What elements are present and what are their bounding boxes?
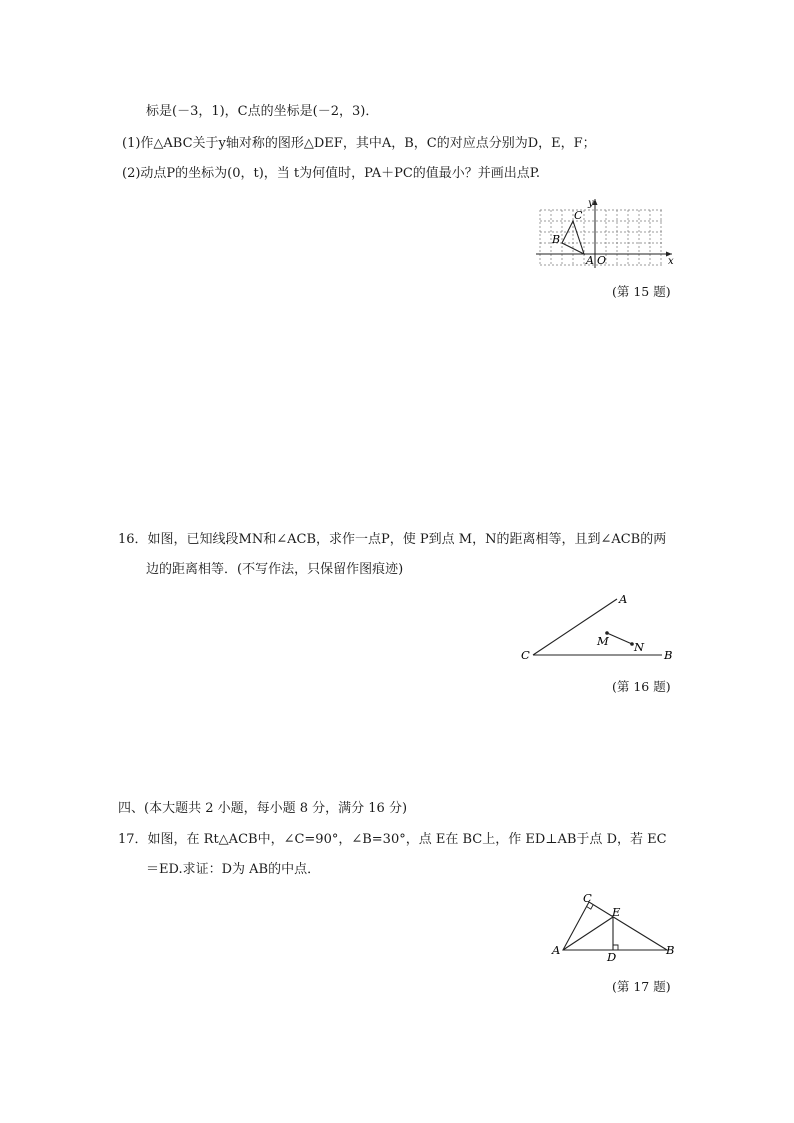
q17-label-d: D — [607, 950, 617, 964]
q17-label-e: E — [612, 905, 621, 919]
q16-text-line-2: 边的距离相等．(不写作法，只保留作图痕迹) — [146, 562, 404, 577]
q15-subquestion-1: (1)作△ABC关于y轴对称的图形△DEF，其中A，B，C的对应点分别为D，E，F； — [122, 136, 596, 151]
q15-label-x: x — [668, 256, 674, 267]
q15-label-a: A — [586, 254, 594, 267]
q17-label-b: B — [666, 943, 675, 957]
q16-segment-mn — [607, 633, 632, 644]
q17-label-a: A — [552, 943, 561, 957]
q15-triangle-abc — [562, 221, 584, 254]
q17-caption: (第 17 题) — [612, 979, 671, 994]
q15-subquestion-2: (2)动点P的坐标为(0，t)，当 t为何值时，PA＋PC的值最小？并画出点P. — [122, 166, 541, 181]
q17-segment-ae — [563, 917, 613, 950]
q16-text-line-1: 16．如图，已知线段MN和∠ACB，求作一点P，使 P到点 M，N的距离相等，且到∠ACB的两 — [118, 532, 667, 547]
q17-label-c: C — [583, 891, 592, 905]
q16-angle-figure — [515, 588, 685, 668]
q15-label-c: C — [574, 209, 583, 222]
q15-coordinate-grid-figure — [530, 195, 680, 275]
q17-text-line-1: 17．如图，在 Rt△ACB中，∠C=90°，∠B=30°，点 E在 BC上，作 ED⊥AB于点 D，若 EC — [118, 832, 667, 847]
q15-label-o: O — [597, 254, 607, 267]
q15-label-y: y — [588, 198, 594, 209]
q16-caption: (第 16 题) — [612, 679, 671, 694]
section-4-heading: 四、(本大题共 2 小题，每小题 8 分，满分 16 分) — [118, 801, 408, 816]
q15-text-line-continuation: 标是(－3，1)，C点的坐标是(－2，3)． — [146, 104, 379, 119]
q16-label-n: N — [634, 640, 645, 654]
q15-caption: (第 15 题) — [612, 284, 671, 299]
q17-text-line-2: ＝ED.求证：D为 AB的中点． — [146, 862, 321, 877]
q16-label-b: B — [664, 648, 673, 662]
q17-right-triangle-figure — [548, 890, 683, 962]
q16-label-c: C — [521, 648, 530, 662]
q16-label-m: M — [597, 634, 609, 648]
q15-label-b: B — [552, 233, 561, 246]
q16-label-a: A — [619, 592, 628, 606]
